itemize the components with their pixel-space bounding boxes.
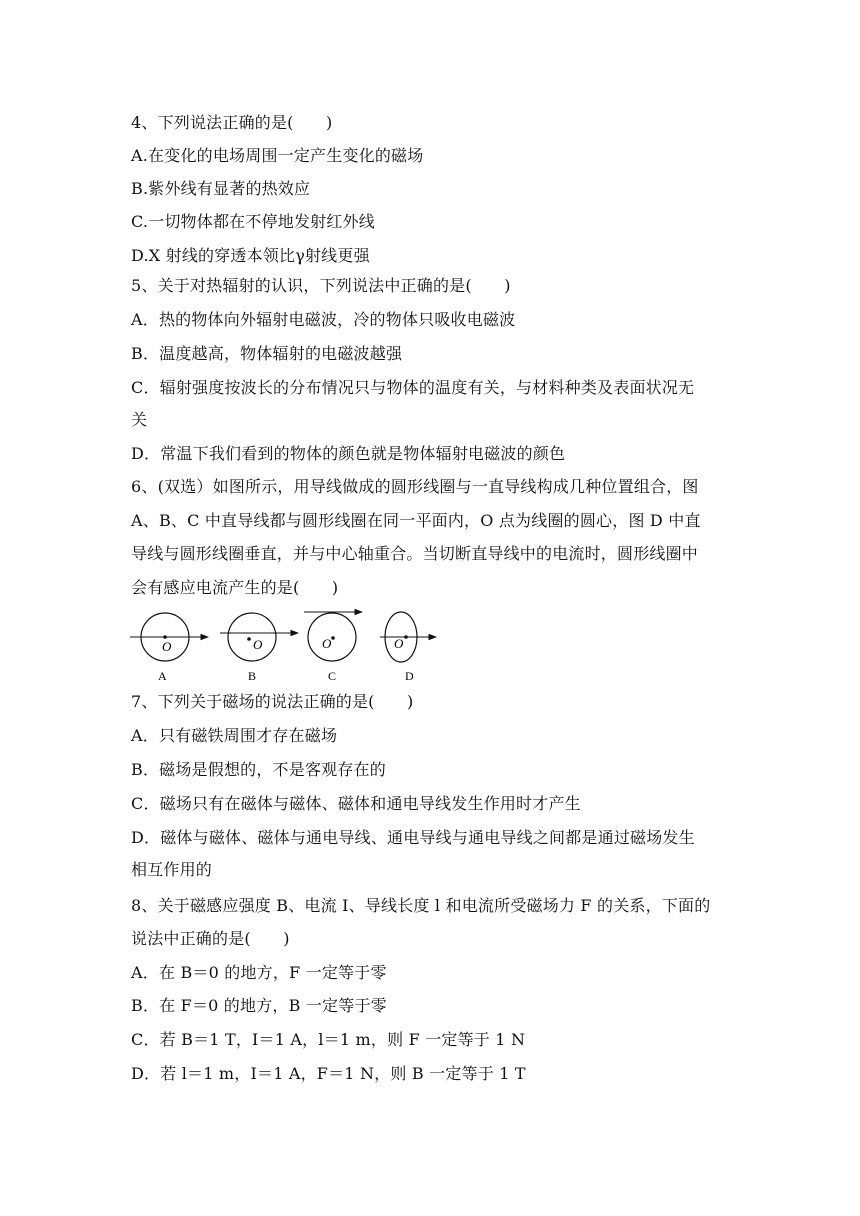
question-7-option-c: C．磁场只有在磁体与磁体、磁体和通电导线发生作用时才产生 — [131, 794, 581, 813]
center-dot-b — [247, 637, 251, 641]
question-8-stem-line-2: 说法中正确的是( ) — [131, 929, 290, 948]
question-7-option-d: D．磁体与磁体、磁体与通电导线、通电导线与通电导线之间都是通过磁场发生 — [131, 828, 695, 847]
question-7-stem: 7、下列关于磁场的说法正确的是( ) — [131, 692, 414, 711]
panel-label-c: C — [328, 669, 337, 683]
question-8-stem-line-1: 8、关于磁感应强度 B、电流 I、导线长度 l 和电流所受磁场力 F 的关系，下面的 — [131, 896, 711, 915]
center-dot-d — [404, 635, 408, 639]
center-label-c: O — [322, 636, 332, 651]
question-8-option-a: A．在 B＝0 的地方，F 一定等于零 — [131, 963, 387, 982]
question-8-option-c: C．若 B＝1 T，I＝1 A，l＝1 m，则 F 一定等于 1 N — [131, 1030, 526, 1049]
question-8-option-d: D．若 l＝1 m，I＝1 A，F＝1 N，则 B 一定等于 1 T — [131, 1064, 526, 1083]
coil-b — [228, 613, 276, 661]
figure-panel-d — [380, 612, 436, 683]
question-6-stem-line-4: 会有感应电流产生的是( ) — [131, 578, 339, 597]
question-8-option-b: B．在 F＝0 的地方，B 一定等于零 — [131, 996, 387, 1015]
question-6-stem-line-2: A、B、C 中直导线都与圆形线圈在同一平面内，O 点为线圈的圆心，图 D 中直 — [131, 511, 701, 530]
question-5-stem: 5、关于对热辐射的认识，下列说法中正确的是( ) — [131, 276, 511, 295]
question-5-option-c: C．辐射强度按波长的分布情况只与物体的温度有关，与材料种类及表面状况无 — [131, 378, 695, 397]
figure-panel-a — [130, 613, 208, 683]
question-4-option-b: B.紫外线有显著的热效应 — [131, 179, 311, 198]
question-7-option-d-cont: 相互作用的 — [131, 860, 213, 879]
question-4-stem: 4、下列说法正确的是( ) — [131, 113, 333, 132]
question-5-option-b: B．温度越高，物体辐射的电磁波越强 — [131, 344, 403, 363]
question-6-stem-line-1: 6、(双选）如图所示，用导线做成的圆形线圈与一直导线构成几种位置组合，图 — [131, 477, 699, 496]
question-4-option-d: D.X 射线的穿透本领比γ射线更强 — [131, 246, 370, 265]
center-label-d: O — [394, 636, 404, 651]
panel-label-a: A — [158, 669, 167, 683]
question-7-option-a: A．只有磁铁周围才存在磁场 — [131, 726, 338, 745]
question-5-option-d: D．常温下我们看到的物体的颜色就是物体辐射电磁波的颜色 — [131, 444, 566, 463]
figure-panel-b — [220, 613, 298, 683]
question-5-option-c-cont: 关 — [131, 410, 148, 429]
question-4-option-c: C.一切物体都在不停地发射红外线 — [131, 212, 375, 231]
figure-panel-c — [304, 612, 362, 683]
question-6-stem-line-3: 导线与圆形线圈垂直，并与中心轴重合。当切断直导线中的电流时，圆形线圈中 — [131, 544, 699, 563]
question-5-option-a: A．热的物体向外辐射电磁波，冷的物体只吸收电磁波 — [131, 310, 516, 329]
question-7-option-b: B．磁场是假想的，不是客观存在的 — [131, 760, 386, 779]
center-label-a: O — [162, 639, 172, 654]
question-4-option-a: A.在变化的电场周围一定产生变化的磁场 — [131, 146, 424, 165]
center-label-b: O — [253, 637, 263, 652]
panel-label-d: D — [405, 669, 414, 683]
question-6-figure — [128, 604, 448, 684]
center-dot-c — [331, 636, 335, 640]
panel-label-b: B — [248, 669, 257, 683]
